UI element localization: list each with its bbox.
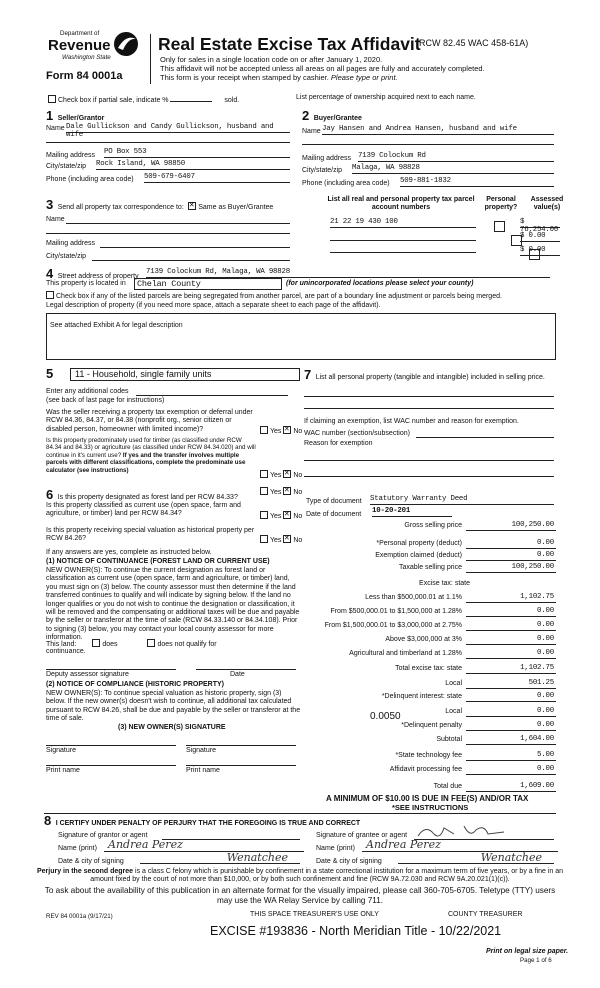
tax-bracket-2-value[interactable]: 0.00 xyxy=(537,607,554,615)
historic-question: Is this property receiving special valuation as historical property per RCW 84.26? xyxy=(46,527,255,543)
total-excise-state-label: Total excise tax: state xyxy=(395,665,462,672)
total-due-leader xyxy=(466,791,556,792)
partial-sale-checkbox[interactable] xyxy=(48,95,56,103)
grantee-name-label: Name (print) xyxy=(316,845,355,852)
corr-name-line2 xyxy=(46,233,290,234)
grantee-signature-label: Signature of grantee or agent xyxy=(316,832,408,839)
parcel-line-2 xyxy=(330,240,476,241)
seller-city-label: City/state/zip xyxy=(46,163,87,170)
grantee-date-city-label: Date & city of signing xyxy=(316,858,382,865)
exemption-claim-note: If claiming an exemption, list WAC number and reason for exemption. xyxy=(304,418,519,425)
exemption-yes-checkbox[interactable] xyxy=(260,426,268,434)
grantor-signature-label: Signature of grantor or agent xyxy=(58,832,148,839)
forest-no-checkbox[interactable] xyxy=(283,487,291,495)
gross-selling-price-label: Gross selling price xyxy=(404,522,462,529)
instruction-3: This form is your receipt when stamped by cashier. Please type or print. xyxy=(160,73,398,82)
county-select[interactable]: Chelan County xyxy=(134,278,282,290)
wac-number-label: WAC number (section/subsection) xyxy=(304,430,410,437)
instruction-1: Only for sales in a single location code on or after January 1, 2020. xyxy=(160,55,383,64)
personal-property-list-heading: 7 List all personal property (tangible and intangible) included in selling price. xyxy=(304,367,545,382)
doc-date-field[interactable]: 10-20-201 xyxy=(372,507,452,517)
seller-phone-label: Phone (including area code) xyxy=(46,176,134,183)
exemption-reason-line-1[interactable] xyxy=(304,460,554,461)
exemption-claimed-label: Exemption claimed (deduct) xyxy=(375,552,462,559)
seller-city-field[interactable]: Rock Island, WA 98850 xyxy=(96,160,290,170)
notice-compliance-title: (2) NOTICE OF COMPLIANCE (HISTORIC PROPERTY) xyxy=(46,681,224,688)
owner-print-label-1: Print name xyxy=(46,767,80,774)
seller-section-heading: 1 Seller/Grantor xyxy=(46,108,105,123)
county-note: (for unincorporated locations please select your county) xyxy=(286,280,474,287)
deputy-date-line[interactable] xyxy=(196,669,296,670)
timber-question: Is this property predominately used for timber (as classified under RCW 84.34 and 84.33) or agriculture (as classified under RCW 84.34.020) and will continue in it's current use? If yes and the transfer involves multiple parcels with different classifications, complete the predominate use calculator (see instructions) xyxy=(46,437,256,474)
parcel-number-field[interactable]: 21 22 19 430 100 xyxy=(330,218,476,228)
this-land-row: This land: does does not qualify for xyxy=(46,641,217,648)
total-excise-state-leader xyxy=(466,673,556,674)
delinquent-interest-state-label: *Delinquent interest: state xyxy=(381,693,462,700)
tax-bracket-1-value[interactable]: 1,102.75 xyxy=(520,593,554,601)
deputy-signature-line[interactable] xyxy=(46,669,176,670)
local-excise-label: Local xyxy=(445,680,462,687)
grantor-name-label: Name (print) xyxy=(58,845,97,852)
exemption-claimed-value[interactable]: 0.00 xyxy=(537,551,554,559)
delinquent-penalty-value[interactable]: 0.00 xyxy=(537,721,554,729)
wa-swoosh-icon xyxy=(112,30,140,58)
exemption-question: Was the seller receiving a property tax exemption or deferral under RCW 84.36, 84.37, or 84.38 (nonprofit org., senior citizen or disabled person, homeowner with limited income)? xyxy=(46,409,253,433)
alternate-format-notice: To ask about the availability of this publication in an alternate format for the visually impaired, please call 360-705-6705. Teletype (TTY) users may use the WA Relay Service by calling 711. xyxy=(44,886,556,905)
tax-correspondence-heading: 3 Send all property tax correspondence to: ✕ Same as Buyer/Grantee xyxy=(46,196,273,214)
ownership-percent-note: List percentage of ownership acquired next to each name. xyxy=(296,94,476,101)
tax-bracket-3-label: From $1,500,000.01 to $3,000,000 at 2.75% xyxy=(324,622,462,629)
doc-date-label: Date of document xyxy=(306,511,362,518)
tax-bracket-3-leader xyxy=(466,630,556,631)
forest-land-question: 6 Is this property designated as forest land per RCW 84.33? xyxy=(46,487,238,502)
instruction-2: This affidavit will not be accepted unless all areas on all pages are fully and accurately completed. xyxy=(160,64,485,73)
state-technology-fee-value[interactable]: 5.00 xyxy=(537,751,554,759)
corr-city-label: City/state/zip xyxy=(46,253,87,260)
corr-city-field[interactable] xyxy=(92,260,290,261)
parcel-column-header: List all real and personal property tax parcel account numbers xyxy=(327,196,475,212)
delinquent-penalty-leader xyxy=(466,730,556,731)
seller-name-field[interactable]: Dale Gullickson and Candy Gullickson, husband and wife xyxy=(66,123,290,133)
corr-name-field[interactable] xyxy=(66,223,290,224)
grantor-date-city-label: Date & city of signing xyxy=(58,858,124,865)
timber-answer: Yes ✕ No xyxy=(260,470,302,480)
exemption-no-checkbox[interactable] xyxy=(283,426,291,434)
notice-compliance-text: NEW OWNER(S): To continue special valuation as historic property, sign (3) below. If the new owner(s) doesn't wish to continue, all additional tax calculated pursuant to RCW 84.26, shall be due and payable by the seller or transferor at the time of sale. xyxy=(46,690,301,723)
gross-selling-price-value[interactable]: 100,250.00 xyxy=(511,521,554,529)
subtotal-leader xyxy=(466,744,556,745)
historic-yes-checkbox[interactable] xyxy=(260,535,268,543)
agricultural-tax-label: Agricultural and timberland at 1.28% xyxy=(349,650,462,657)
owner-print-line-2[interactable] xyxy=(186,765,296,766)
dept-line1: Department of xyxy=(60,30,100,37)
buyer-name-line2 xyxy=(302,144,554,145)
timber-no-checkbox[interactable] xyxy=(283,470,291,478)
county-label: This property is located in xyxy=(46,280,126,287)
total-excise-state-value[interactable]: 1,102.75 xyxy=(520,664,554,672)
delinquent-interest-local-value[interactable]: 0.00 xyxy=(537,707,554,715)
corr-mail-label: Mailing address xyxy=(46,240,96,247)
tax-bracket-4-leader xyxy=(466,644,556,645)
legal-description-label: Legal description of property (if you need more space, attach a separate sheet to each page of the affidavit). xyxy=(46,302,381,309)
buyer-name-label: Name xyxy=(302,128,321,135)
same-as-buyer-checkbox[interactable] xyxy=(188,202,196,210)
buyer-name-field[interactable]: Jay Hansen and Andrea Hansen, husband and wife xyxy=(322,125,554,135)
agricultural-tax-value[interactable]: 0.00 xyxy=(537,649,554,657)
total-due-label: Total due xyxy=(433,783,462,790)
certify-heading: 8 I CERTIFY UNDER PENALTY OF PERJURY THAT THE FOREGOING IS TRUE AND CORRECT xyxy=(44,813,361,828)
tax-bracket-1-leader xyxy=(466,602,556,603)
notice-continuance-text: NEW OWNER(S): To continue the current designation as forest land or classification as current use (open space, farm and agriculture, or timber) land, you must sign on (3) below. The county assessor must then determine if the land transferred continues to qualify and will indicate by signing below. If the land no longer qualifies or you do not wish to continue the designation or classification, it will be removed and the compensating or additional taxes will be due and payable by the seller or transferor at the time of sale (RCW 84.33.140 or 84.34.108). Prior to signing (3) below, you may contact your local county assessor for more information. xyxy=(46,567,300,642)
delinquent-interest-state-leader xyxy=(466,701,556,702)
land-use-select[interactable]: 11 - Household, single family units xyxy=(70,368,300,381)
subtotal-label: Subtotal xyxy=(436,736,462,743)
personal-property-checkbox-1[interactable] xyxy=(494,221,505,232)
owner-signature-line-1[interactable] xyxy=(46,745,176,746)
partial-sale-row: Check box if partial sale, indicate % sold. xyxy=(48,94,239,105)
page-number: Page 1 of 6 xyxy=(520,957,552,964)
owner-print-label-2: Print name xyxy=(186,767,220,774)
seller-mail-field[interactable]: PO Box 553 xyxy=(104,148,290,158)
affidavit-processing-fee-label: Affidavit processing fee xyxy=(389,766,462,773)
segregated-checkbox[interactable] xyxy=(46,291,54,299)
personal-property-deduct-label: *Personal property (deduct) xyxy=(376,540,462,547)
see-instructions-note: *SEE INSTRUCTIONS xyxy=(392,803,469,812)
personal-property-deduct-leader xyxy=(466,548,556,549)
grantee-name-field[interactable]: Andrea Perez xyxy=(362,838,558,852)
timber-yes-checkbox[interactable] xyxy=(260,470,268,478)
partial-percent-field[interactable] xyxy=(170,94,212,102)
exemption-claimed-leader xyxy=(466,560,556,561)
exemption-answer: Yes ✕ No xyxy=(260,426,302,436)
state-technology-fee-label: *State technology fee xyxy=(395,752,462,759)
buyer-city-label: City/state/zip xyxy=(302,167,343,174)
dept-line2: Revenue xyxy=(48,37,111,54)
forest-land-answer: Yes ✕ No xyxy=(260,487,302,497)
seller-phone-field[interactable]: 509-679-6407 xyxy=(144,173,290,183)
current-use-yes-checkbox[interactable] xyxy=(260,511,268,519)
treasurer-use-label: THIS SPACE TREASURER'S USE ONLY xyxy=(250,911,379,918)
deputy-date-label: Date xyxy=(230,671,245,678)
buyer-section-heading: 2 Buyer/Grantee xyxy=(302,108,362,123)
new-owner-signature-title: (3) NEW OWNER(S) SIGNATURE xyxy=(118,724,226,731)
wac-number-field[interactable] xyxy=(416,437,554,438)
owner-signature-label-1: Signature xyxy=(46,747,76,754)
owner-signature-line-2[interactable] xyxy=(186,745,296,746)
buyer-mail-field[interactable]: 7139 Colockum Rd xyxy=(358,152,554,162)
seller-mail-label: Mailing address xyxy=(46,152,96,159)
personal-property-deduct-value[interactable]: 0.00 xyxy=(537,539,554,547)
tax-bracket-4-label: Above $3,000,000 at 3% xyxy=(385,636,462,643)
local-excise-leader xyxy=(466,688,556,689)
current-use-no-checkbox[interactable] xyxy=(283,511,291,519)
tax-bracket-2-leader xyxy=(466,616,556,617)
revision-number: REV 84 0001a (9/17/21) xyxy=(46,913,113,920)
buyer-phone-label: Phone (including area code) xyxy=(302,180,390,187)
grantee-date-city-field[interactable]: Wenatchee xyxy=(398,851,554,864)
subtotal-value[interactable]: 1,604.00 xyxy=(520,735,554,743)
agricultural-tax-leader xyxy=(466,658,556,659)
total-due-value[interactable]: 1,609.00 xyxy=(520,782,554,790)
personal-property-line-2[interactable] xyxy=(304,408,554,409)
does-not-qualify-checkbox[interactable] xyxy=(147,639,155,647)
tax-bracket-2-label: From $500,000.01 to $1,500,000 at 1.28% xyxy=(330,608,462,615)
forest-yes-checkbox[interactable] xyxy=(260,487,268,495)
local-rate-value: 0.0050 xyxy=(370,711,401,722)
notice-continuance-title: (1) NOTICE OF CONTINUANCE (FOREST LAND OR CURRENT USE) xyxy=(46,558,270,565)
tax-bracket-4-value[interactable]: 0.00 xyxy=(537,635,554,643)
grantor-name-field[interactable]: Andrea Perez xyxy=(104,838,304,852)
corr-name-label: Name xyxy=(46,216,65,223)
corr-mail-field[interactable] xyxy=(100,247,290,248)
delinquent-interest-local-label: Local xyxy=(445,708,462,715)
assessed-value-1[interactable]: $ 76,254.00 xyxy=(520,218,559,234)
delinquent-interest-state-value[interactable]: 0.00 xyxy=(537,692,554,700)
delinquent-penalty-label: *Delinquent penalty xyxy=(401,722,462,729)
historic-answer: Yes ✕ No xyxy=(260,535,302,545)
assessed-value-2[interactable]: $ 0.00 xyxy=(520,232,560,242)
local-excise-value[interactable]: 501.25 xyxy=(528,679,554,687)
state-technology-fee-leader xyxy=(466,760,556,761)
rcw-reference: (RCW 82.45 WAC 458-61A) xyxy=(416,38,529,48)
street-address-field[interactable]: 7139 Colockum Rd, Malaga, WA 98828 xyxy=(146,268,550,278)
doc-type-label: Type of document xyxy=(306,498,362,505)
tax-bracket-1-label: Less than $500,000.01 at 1.1% xyxy=(365,594,462,601)
buyer-city-field[interactable]: Malaga, WA 98828 xyxy=(352,164,554,174)
taxable-selling-price-value[interactable]: 100,250.00 xyxy=(511,563,554,571)
doc-type-field[interactable]: Statutory Warranty Deed xyxy=(370,495,554,505)
header-divider xyxy=(150,34,151,84)
if-any-yes-note: If any answers are yes, complete as instructed below. xyxy=(46,549,212,556)
grantor-date-city-field[interactable]: Wenatchee xyxy=(140,851,300,864)
gross-selling-price-leader xyxy=(466,530,556,531)
parcel-line-3 xyxy=(330,252,476,253)
does-qualify-checkbox[interactable] xyxy=(92,639,100,647)
owner-print-line-1[interactable] xyxy=(46,765,176,766)
seller-name-line2 xyxy=(46,142,290,143)
assessed-value-3[interactable]: $ 0.00 xyxy=(520,246,560,256)
taxable-selling-price-leader xyxy=(466,572,556,573)
exemption-reason-line-2[interactable] xyxy=(304,476,554,477)
exemption-reason-label: Reason for exemption xyxy=(304,440,373,447)
deputy-signature-label: Deputy assessor signature xyxy=(46,671,129,678)
legal-description-value: See attached Exhibit A for legal description xyxy=(50,322,183,329)
affidavit-processing-fee-leader xyxy=(466,774,556,775)
section-5-number: 5 xyxy=(46,366,54,381)
personal-property-column-header: Personal property? xyxy=(484,196,518,212)
continuance-label: continuance. xyxy=(46,648,86,655)
current-use-question: Is this property classified as current use (open space, farm and agriculture, or timber) land per RCW 84.34? xyxy=(46,502,241,518)
form-title: Real Estate Excise Tax Affidavit xyxy=(158,34,421,54)
buyer-phone-field[interactable]: 509-881-1832 xyxy=(400,177,554,187)
legal-description-textarea[interactable] xyxy=(46,313,556,360)
tax-bracket-3-value[interactable]: 0.00 xyxy=(537,621,554,629)
taxable-selling-price-label: Taxable selling price xyxy=(398,564,462,571)
segregated-row: Check box if any of the listed parcels are being segregated from another parcel, are part of a boundary line adjustment or parcels being merged. xyxy=(46,291,502,301)
delinquent-interest-local-leader xyxy=(466,716,556,717)
additional-codes-field[interactable] xyxy=(136,395,288,396)
legal-paper-note: Print on legal size paper. xyxy=(486,948,569,955)
affidavit-processing-fee-value[interactable]: 0.00 xyxy=(537,765,554,773)
excise-tax-state-label-label: Excise tax: state xyxy=(419,580,470,587)
additional-codes-label: Enter any additional codes xyxy=(46,388,129,395)
seller-name-label: Name xyxy=(46,125,65,132)
assessed-value-column-header: Assessed value(s) xyxy=(530,196,564,212)
owner-signature-label-2: Signature xyxy=(186,747,216,754)
street-address-row: 4 Street address of property xyxy=(46,266,139,281)
additional-codes-note: (see back of last page for instructions) xyxy=(46,397,165,404)
historic-no-checkbox[interactable] xyxy=(283,535,291,543)
minimum-due-notice: A MINIMUM OF $10.00 IS DUE IN FEE(S) AND/OR TAX xyxy=(326,794,529,803)
excise-stamp: EXCISE #193836 - North Meridian Title - 10/22/2021 xyxy=(210,924,502,938)
personal-property-line-1[interactable] xyxy=(304,396,554,397)
perjury-notice: Perjury in the second degree is a class C felony which is punishable by confinement in a state correctional institution for a maximum term of five years, or by a fine in an amount fixed by the court of not more than $10,000, or by both such confinement and fine (RCW 9A.72.030 and RCW 9A.20.021(1)(c)). xyxy=(36,868,564,884)
county-treasurer-label: COUNTY TREASURER xyxy=(448,911,523,918)
form-number: Form 84 0001a xyxy=(46,70,123,82)
dept-line3: Washington State xyxy=(62,54,111,61)
current-use-answer: Yes ✕ No xyxy=(260,511,302,521)
buyer-mail-label: Mailing address xyxy=(302,155,352,162)
